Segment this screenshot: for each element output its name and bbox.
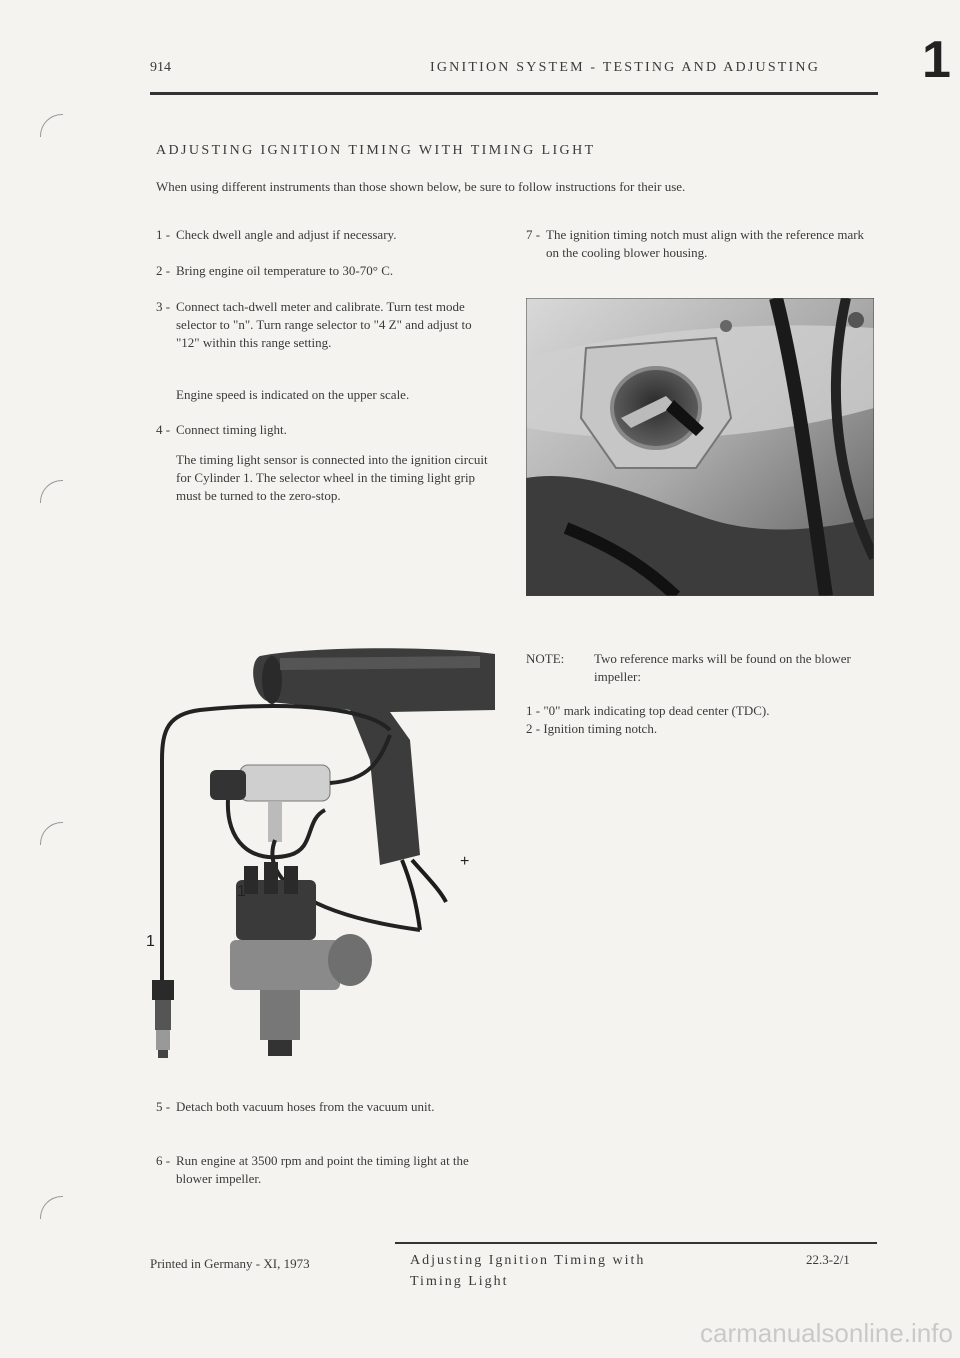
cylinder-1-label: 1: [237, 883, 246, 900]
step-text: Connect timing light.: [176, 422, 287, 437]
step-text: The ignition timing notch must align with the reference mark on the cooling blower housing.: [546, 227, 865, 260]
footer-title-line-2: Timing Light: [410, 1274, 509, 1289]
step-text: Detach both vacuum hoses from the vacuum unit.: [176, 1099, 435, 1114]
step-number: 6 -: [156, 1153, 171, 1168]
step-4: [156, 421, 496, 439]
step-3-note: Engine speed is indicated on the upper scale.: [176, 387, 410, 402]
margin-mark: [40, 114, 63, 137]
footer-rule: [395, 1242, 877, 1244]
blower-housing-photo: [526, 298, 874, 596]
spark-plug-1-label: 1: [146, 933, 155, 950]
note-text: Two reference marks will be found on the blower impeller:: [594, 651, 851, 684]
chapter-number: 1: [922, 31, 951, 89]
footer-page-ref: 22.3-2/1: [806, 1252, 850, 1267]
header-title: IGNITION SYSTEM - TESTING AND ADJUSTING: [430, 60, 821, 75]
footer-printed: Printed in Germany - XI, 1973: [150, 1256, 310, 1271]
margin-mark: [40, 1196, 63, 1219]
step-number: 4 -: [156, 422, 171, 437]
header-rule: [150, 92, 878, 95]
step-number: 3 -: [156, 299, 171, 314]
footer-title: [410, 1250, 645, 1292]
margin-mark: [40, 822, 63, 845]
step-5: [156, 1098, 496, 1116]
step-text: Bring engine oil temperature to 30-70° C.: [176, 263, 394, 278]
step-text: Check dwell angle and adjust if necessary.: [176, 227, 397, 242]
note-label: NOTE:: [526, 651, 565, 666]
timing-light-diagram: [140, 640, 520, 1065]
step-1: [156, 226, 496, 244]
note-item-1: 1 - "0" mark indicating top dead center (TDC).: [526, 703, 770, 718]
intro-text: When using different instruments than those shown below, be sure to follow instructions for their use.: [156, 179, 686, 194]
step-text: Connect tach-dwell meter and calibrate. Turn test mode selector to "n". Turn range selector to "4 Z" and adjust to "12" within this range setting.: [176, 299, 472, 350]
step-number: 7 -: [526, 227, 541, 242]
watermark: carmanualsonline.info: [700, 1318, 953, 1348]
step-number: 1 -: [156, 227, 171, 242]
step-2: [156, 262, 496, 280]
step-7: [526, 226, 871, 262]
step-4-note: The timing light sensor is connected into the ignition circuit for Cylinder 1. The selector wheel in the timing light grip must be turned to the zero-stop.: [176, 452, 488, 503]
step-number: 2 -: [156, 263, 171, 278]
section-title: ADJUSTING IGNITION TIMING WITH TIMING LIGHT: [156, 143, 596, 158]
step-number: 5 -: [156, 1099, 171, 1114]
note-item-2: 2 - Ignition timing notch.: [526, 721, 658, 736]
plus-label: +: [460, 853, 470, 870]
header-model: 914: [150, 60, 171, 75]
footer-title-line-1: Adjusting Ignition Timing with: [410, 1253, 646, 1268]
step-text: Run engine at 3500 rpm and point the timing light at the blower impeller.: [176, 1153, 469, 1186]
step-6: [156, 1152, 496, 1188]
step-3: [156, 298, 496, 352]
margin-mark: [40, 480, 63, 503]
